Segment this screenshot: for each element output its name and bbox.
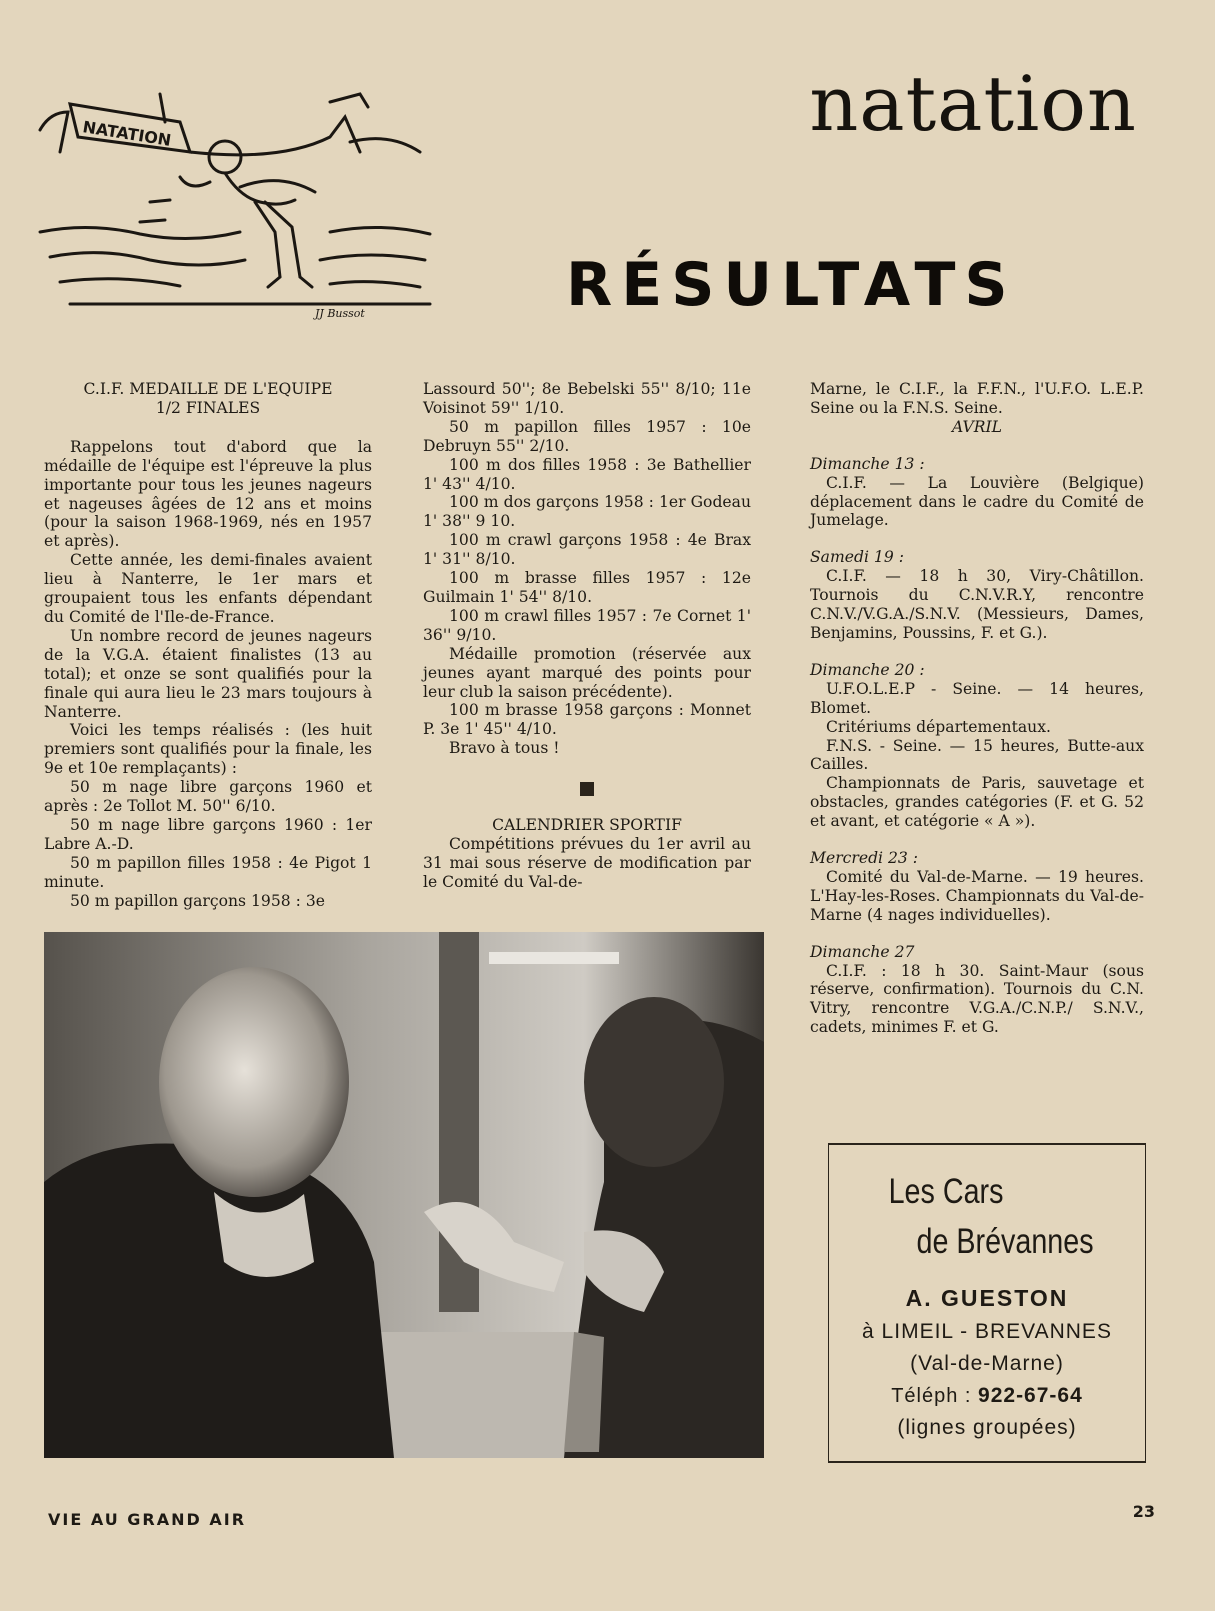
event-day: Dimanche 27 [810,942,915,961]
ad-phone-note: (lignes groupées) [897,1416,1077,1439]
event-day: Samedi 19 : [810,548,904,567]
result-line: 50 m papillon filles 1958 : 4e Pigot 1 minute. [44,853,372,891]
result-line: 100 m brasse filles 1957 : 12e Guilmain 1' 54'' 8/10. [423,569,751,606]
event-day: Dimanche 20 : [810,660,925,679]
event-detail: Comité du Val-de-Marne. — 19 heures. L'Hay-les-Roses. Championnats du Val-de-Marne (4 nages individuelles). [810,867,1144,924]
result-line: Lassourd 50''; 8e Bebelski 55'' 8/10; 11e Voisinot 59'' 1/10. [423,380,751,417]
ad-title-line-2: de Brévannes [916,1222,1094,1261]
article-column-2 [423,380,751,892]
ad-title-line-1: Les Cars [888,1172,1004,1211]
calendar-intro: Compétitions prévues du 1er avril au 31 mai sous réserve de modification par le Comité du Val-de- [423,835,751,891]
calendar-title: CALENDRIER SPORTIF [492,816,682,835]
results-headline: RÉSULTATS [566,250,1017,320]
bus-company-advertisement [828,1143,1146,1463]
ad-town: à LIMEIL - BREVANNES [862,1320,1112,1343]
ad-owner-name: A. GUESTON [905,1285,1069,1311]
event-detail: U.F.O.L.E.P - Seine. — 14 heures, Blomet. [810,679,1144,717]
event-detail: C.I.F. — La Louvière (Belgique) déplacement dans le cadre du Comité de Jumelage. [810,473,1144,530]
calendar-intro-continued: Marne, le C.I.F., la F.F.N., l'U.F.O. L.E.P. Seine ou la F.N.S. Seine. [810,380,1144,417]
swimmer-cartoon-illustration [30,82,450,322]
event-detail: C.I.F. : 18 h 30. Saint-Maur (sous réserve, confirmation). Tournois du C.N. Vitry, rencontre V.G.A./C.N.P./ S.N.V., cadets, minimes F. et G. [810,961,1144,1037]
results-subheading [44,380,372,418]
calendar-month: AVRIL [951,417,1002,436]
event-day: Dimanche 13 : [810,454,925,473]
event-day: Mercredi 23 : [810,849,919,868]
article-column-3 [810,380,1144,1037]
result-line: 100 m dos garçons 1958 : 1er Godeau 1' 38'' 9 10. [423,493,751,531]
illustrator-signature: JJ Bussot [315,307,365,320]
section-separator-icon [580,782,594,796]
result-line: 50 m nage libre garçons 1960 et après : 2e Tollot M. 50'' 6/10. [44,778,372,816]
event-detail: F.N.S. - Seine. — 15 heures, Butte-aux Cailles. [810,736,1144,774]
magazine-name: VIE AU GRAND AIR [48,1510,247,1529]
closing-line: Bravo à tous ! [449,739,560,758]
subheading-line-1: C.I.F. MEDAILLE DE L'EQUIPE [83,380,333,398]
ad-title [857,1167,1116,1267]
paragraph: Rappelons tout d'abord que la médaille de l'équipe est l'épreuve la plus importante pour tous les jeunes nageurs et nageuses âgées de 12 ans et moins (pour la saison 1968-1969, nés en 1957 et après). [44,437,372,551]
paragraph: Médaille promotion (réservée aux jeunes ayant marqué des points pour leur club la saison précédente). [423,644,751,701]
swimmer-cartoon-drawing [30,82,450,322]
result-line: 100 m dos filles 1958 : 3e Bathellier 1' 43'' 4/10. [423,455,751,493]
event-detail: Championnats de Paris, sauvetage et obstacles, grandes catégories (F. et G. 52 et avant, et catégorie « A »). [810,774,1144,831]
section-title: natation [809,59,1137,148]
article-column-1 [44,380,372,910]
result-line: 100 m crawl filles 1957 : 7e Cornet 1' 36'' 9/10. [423,606,751,644]
ad-phone [829,1384,1145,1408]
result-line: 50 m papillon filles 1957 : 10e Debruyn 55'' 2/10. [423,417,751,455]
subheading-line-2: 1/2 FINALES [155,398,261,417]
banner-text: NATATION [81,117,173,150]
result-line: 50 m nage libre garçons 1960 : 1er Labre A.-D. [44,815,372,853]
result-line: 50 m papillon garçons 1958 : 3e [70,891,326,910]
ad-phone-number: 922-67-64 [978,1384,1083,1407]
paragraph: Un nombre record de jeunes nageurs de la V.G.A. étaient finalistes (13 au total); et onze se sont qualifiés pour la finale qui aura lieu le 23 mars toujours à Nanterre. [44,626,372,721]
result-line: 100 m brasse 1958 garçons : Monnet P. 3e 1' 45'' 4/10. [423,701,751,739]
result-line: 100 m crawl garçons 1958 : 4e Brax 1' 31'' 8/10. [423,531,751,569]
ad-region: (Val-de-Marne) [910,1352,1064,1375]
coach-swimmer-photo [44,932,764,1458]
paragraph: Cette année, les demi-finales avaient lieu à Nanterre, le 1er mars et groupaient tous les enfants dépendant du Comité de l'Ile-de-France. [44,551,372,626]
ad-phone-label: Téléph : [891,1385,972,1407]
paragraph: Voici les temps réalisés : (les huit premiers sont qualifiés pour la finale, les 9e et 10e remplaçants) : [44,721,372,778]
page-number: 23 [1132,1502,1155,1521]
event-detail: Critériums départementaux. [826,717,1051,736]
photo-rendering [44,932,764,1458]
event-detail: C.I.F. — 18 h 30, Viry-Châtillon. Tournois du C.N.V.R.Y, rencontre C.N.V./V.G.A./S.N.V. (Messieurs, Dames, Benjamins, Poussins, F. et G.). [810,567,1144,642]
